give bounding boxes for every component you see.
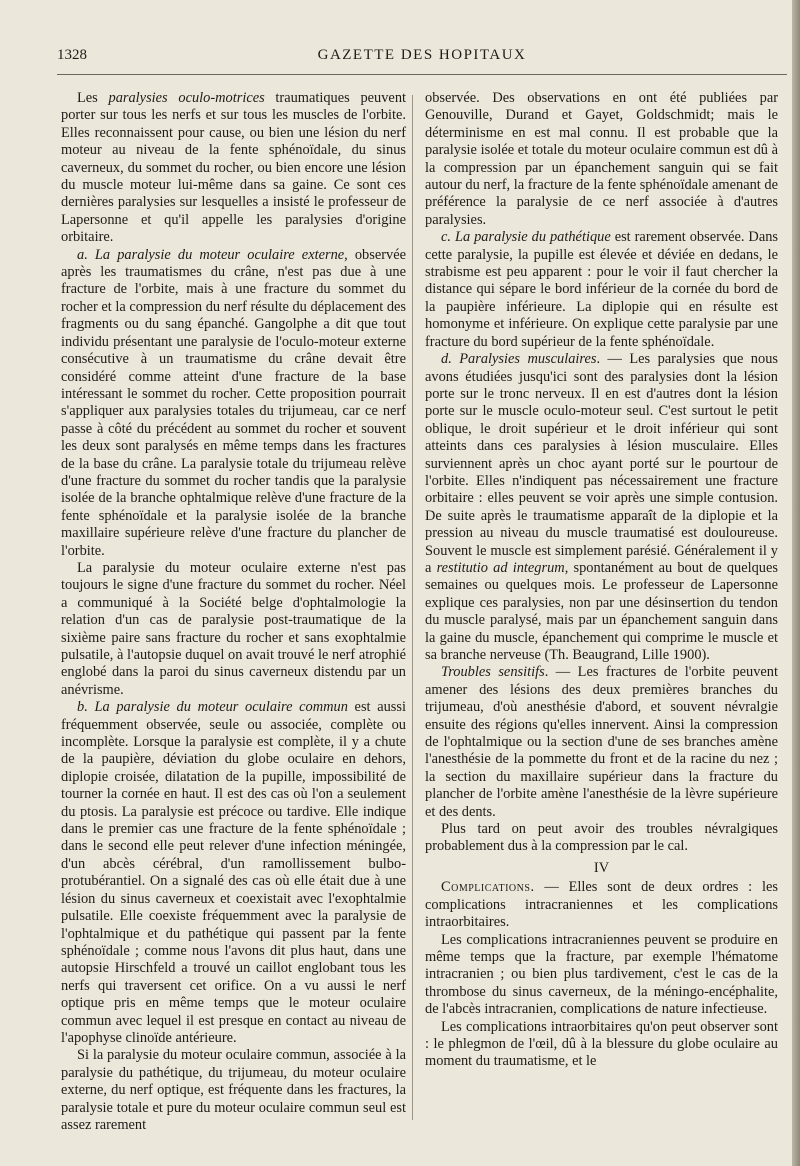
paragraph: c. La paralysie du pathétique est rarement observée. Dans cette paralysie, la pupille est élevée et déviée en dedans, le strabisme est peu apparent : pour le voir il faut chercher la distance qui sépare le bord inférieur de la cornée du bord de la paupière inférieure. La diplopie qui en résulte est homonyme et inférieure. On explique cette paralysie par une fracture du bord supérieur de la fente sphénoïdale. — [425, 229, 779, 350]
paragraph: b. La paralysie du moteur oculaire commun est aussi fréquemment observée, seule ou associée, complète ou incomplète. Lorsque la paralysie est complète, il y a chute de la paupière, déviation du globe oculaire en dehors, diplopie croisée, dilatation de la pupille, impossibilité de tourner la cornée en haut. Il est des cas où l'on a seulement du ptosis. La paralysie est précoce ou tardive. Elle indique dans le premier cas une fracture de la fente sphénoïdale ; dans le second elle peut relever d'une infection méningée, d'un abcès cérébral, d'un ramollissement bulbo-protubérantiel. On a signalé des cas où elle était due à une lésion du sinus caverneux et coexistait avec l'exophtalmie pulsatile. Elle coexiste fréquemment avec la paralysie de l'ophtalmique et du pathétique qui passent par la fente sphénoïdale ; comme nous l'avons dit plus haut, dans une autopsie Hirschfeld a trouvé un caillot englobant tous les nerfs qui traversent cet orifice. On a vu aussi le nerf optique pris en même temps que le moteur oculaire commun avec lequel il est presque en contact au niveau de l'apophyse clinoïde antérieure. — [61, 699, 406, 1046]
paragraph: Les paralysies oculo-motrices traumatiques peuvent porter sur tous les nerfs et sur tous les muscles de l'orbite. Elles reconnaissent pour cause, ou bien une lésion du nerf moteur au niveau de la fente sphénoïdale, du sinus caverneux, du sommet du rocher, ou bien encore une lésion du muscle moteur lui-même dans sa gaine. Ce sont ces dernières paralysies sur lesquelles a insisté le professeur de Lapersonne et qu'il appelle les paralysies d'origine orbitaire. — [61, 90, 407, 246]
paragraph: La paralysie du moteur oculaire externe n'est pas toujours le signe d'une fracture du sommet du rocher. Néel a communiqué à la Société belge d'ophtalmologie la relation d'un cas de paralysie post-traumatique de la sixième paire sans fracture du rocher et sans exophtalmie pulsatile, à l'autopsie duquel on avait trouvé le nerf atrophié englobé dans la paroi du sinus caverneux distendu par un anévrisme. — [61, 559, 406, 698]
paragraph: Si la paralysie du moteur oculaire commun, associée à la paralysie du pathétique, du trijumeau, du moteur oculaire externe, du nerf optique, est fréquente dans les fractures, la paralysie totale et pure du moteur oculaire commun seul est assez rarement — [61, 1047, 406, 1133]
paragraph: Complications. — Elles sont de deux ordres : les complications intracraniennes et les complications intraorbitaires. — [425, 879, 778, 931]
paragraph: observée. Des observations en ont été publiées par Genouville, Durand et Gayet, Goldschmidt; mais le déterminisme en est mal connu. Il est probable que la paralysie isolée et totale du moteur oculaire commun est dû à la compression par un épanchement sanguin qui se fait autour du nerf, la fracture de la fente sphénoïdale amenant de préférence la paralysie de ce nerf associée à d'autres paralysies. — [425, 90, 778, 228]
paragraph: d. Paralysies musculaires. — Les paralysies que nous avons étudiées jusqu'ici sont des paralysies dont la lésion porte sur le tronc nerveux. Il en est d'autres dont la lésion porte sur le muscle oculo-moteur seul. C'est surtout le petit oblique, le droit supérieur et le droit inférieur qui sont atteints dans ces paralysies à lésion musculaire. Elles surviennent après un choc ayant porté sur le pourtour de l'orbite. Elles n'indiquent pas nécessairement une fracture orbitaire : elles peuvent se voir après une simple contusion. De suite après le traumatisme apparaît de la diplopie et la pression au niveau du muscle traumatisé est douloureuse. Souvent le muscle est simplement parésié. Généralement il y a restitutio ad integrum, spontanément au bout de quelques semaines ou quelques mois. Le professeur de Lapersonne explique ces paralysies, non par une désinsertion du tendon du muscle paralysé, mais par un épanchement sanguin dans la gaine du muscle, épanchement qui comprime le muscle et sa branche nerveuse (Th. Beaugrand, Lille 1900). — [425, 351, 778, 663]
header-rule — [57, 74, 787, 75]
page-number: 1328 — [57, 47, 87, 63]
paragraph: Les complications intracraniennes peuvent se produire en même temps que la fracture, par exemple l'hématome intracranien ; ou bien plus tardivement, c'est le cas de la thrombose du sinus caverneux, de la méningo-encéphalite, de l'abcès intracranien, complications de nature infectieuse. — [425, 931, 778, 1018]
section-number: IV — [593, 859, 610, 876]
left-column — [61, 90, 406, 1134]
paragraph: a. La paralysie du moteur oculaire externe, observée après les traumatismes du crâne, n'est pas due à une fracture de l'orbite, mais à une fracture du sommet du rocher et la compression du nerf résulte du déplacement des fragments ou du sang épanché. Gangolphe a dit que tout individu présentant une paralysie de l'oculo-moteur externe consécutive à un traumatisme du crâne devait être considéré comme atteint d'une fracture de la base intéressant le sommet du rocher. Cette proposition pourrait s'appliquer aux paralysies totales du trijumeau, car ce nerf passe à côté du précédent au sommet du rocher et souvent les deux sont paralysés en même temps dans les fractures de la base du crâne. La paralysie totale du trijumeau relève d'une fracture du sommet du rocher tandis que la paralysie isolée de la branche ophtalmique relève d'une fracture de la fente sphénoïdale et la paralysie isolée de la branche maxillaire supérieure relève d'une fracture du plancher de l'orbite. — [61, 246, 407, 559]
binding-edge — [792, 0, 800, 1166]
section-heading: Complications. — [441, 879, 535, 896]
paragraph: Plus tard on peut avoir des troubles névralgiques probablement dus à la compression par le cal. — [425, 821, 778, 855]
paragraph: Les complications intraorbitaires qu'on peut observer sont : le phlegmon de l'œil, dû à la blessure du globe oculaire au moment du traumatisme, et le — [425, 1018, 778, 1070]
paragraph: Troubles sensitifs. — Les fractures de l'orbite peuvent amener des lésions des deux premières branches du trijumeau, d'où anesthésie d'abord, et souvent névralgie ensuite des régions qu'elles innervent. Ainsi la compression de l'ophtalmique ou la section d'une de ses branches amène l'anesthésie de la pommette du front et de la racine du nez ; la section du maxillaire supérieur dans la fracture du plancher de l'orbite amène l'anesthésie de la lèvre supérieure et des dents. — [425, 664, 779, 820]
right-column — [425, 90, 778, 1071]
journal-title: GAZETTE DES HOPITAUX — [317, 47, 527, 63]
column-divider — [412, 95, 413, 1120]
running-header — [57, 47, 787, 69]
